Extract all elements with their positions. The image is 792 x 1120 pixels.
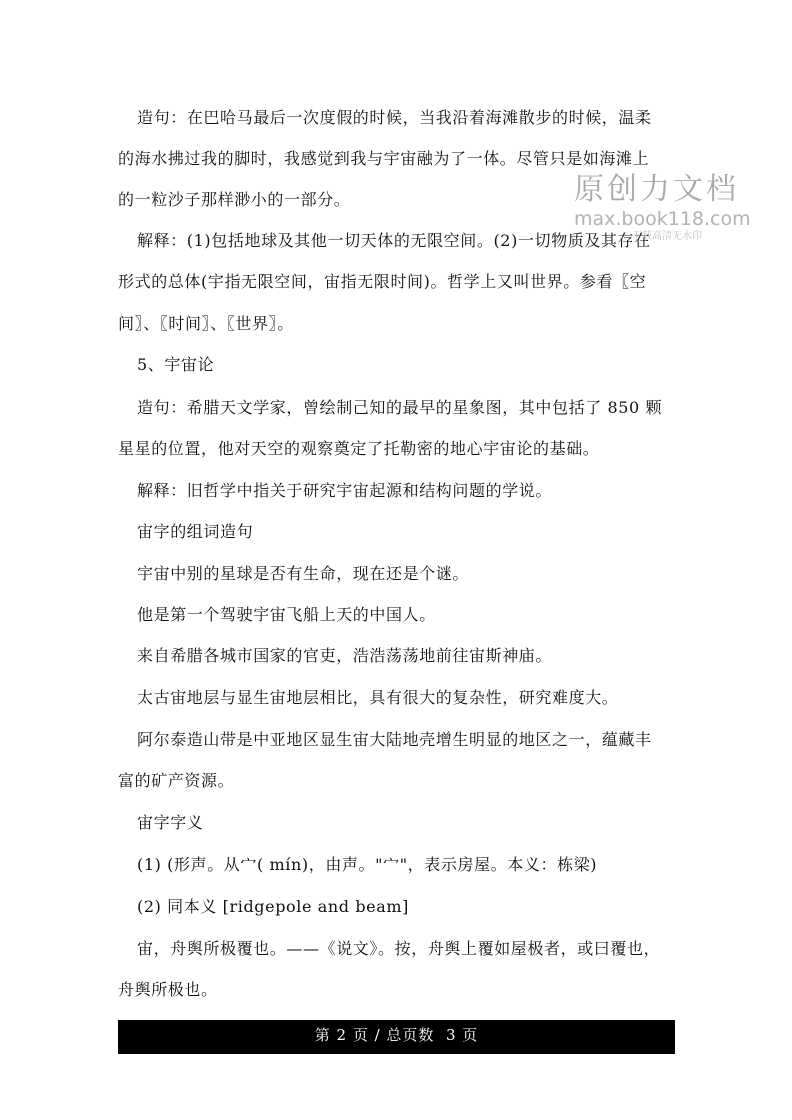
text-line: 星星的位置，他对天空的观察奠定了托勒密的地心宇宙论的基础。 (118, 439, 600, 458)
section-heading: 5、宇宙论 (137, 355, 215, 374)
text-line: 他是第一个驾驶宇宙飞船上天的中国人。 (137, 605, 436, 624)
text-line: 阿尔泰造山带是中亚地区显生宙大陆地壳增生明显的地区之一，蕴藏丰 (137, 730, 652, 749)
watermark-tag: 下载高清无水印 (632, 231, 702, 242)
text-line: 造句：希腊天文学家，曾绘制己知的最早的星象图，其中包括了 850 颗 (137, 398, 663, 417)
text-line: 解释：旧哲学中指关于研究宇宙起源和结构问题的学说。 (137, 481, 553, 500)
text-line: 形式的总体(宇指无限空间，宙指无限时间)。哲学上又叫世界。参看〖空 (118, 272, 647, 291)
text-line: 的一粒沙子那样渺小的一部分。 (118, 190, 351, 209)
text-line: 间〗、〖时间〗、〖世界〗。 (118, 314, 294, 333)
section-heading: 宙字的组词造句 (137, 522, 254, 541)
text-line: 宇宙中别的星球是否有生命，现在还是个谜。 (137, 564, 470, 583)
text-line: 造句：在巴哈马最后一次度假的时候，当我沿着海滩散步的时候，温柔 (137, 108, 652, 127)
watermark-title: 原创力文档 (574, 172, 739, 207)
page-number: 第 2 页 / 总页数 3 页 (314, 1026, 479, 1044)
text-line: 舟舆所极也。 (118, 980, 218, 999)
text-line: 的海水拂过我的脚时，我感觉到我与宇宙融为了一体。尽管只是如海滩上 (118, 149, 650, 168)
text-line: (1) (形声。从宀( mín)，由声。"宀"，表示房屋。本义：栋梁) (137, 855, 598, 874)
text-line: 富的矿产资源。 (118, 771, 235, 790)
watermark-url: max.book118.com (574, 208, 751, 230)
text-line: (2) 同本义 [ridgepole and beam] (137, 897, 409, 916)
page-footer (118, 1020, 675, 1054)
text-line: 宙，舟舆所极覆也。——《说文》。按，舟舆上覆如屋极者，或曰覆也， (137, 939, 661, 958)
section-heading: 宙字字义 (137, 813, 204, 832)
text-line: 来自希腊各城市国家的官吏，浩浩荡荡地前往宙斯神庙。 (137, 646, 553, 665)
text-line: 解释：(1)包括地球及其他一切天体的无限空间。(2)一切物质及其存在 (137, 231, 651, 250)
text-line: 太古宙地层与显生宙地层相比，具有很大的复杂性，研究难度大。 (137, 688, 619, 707)
